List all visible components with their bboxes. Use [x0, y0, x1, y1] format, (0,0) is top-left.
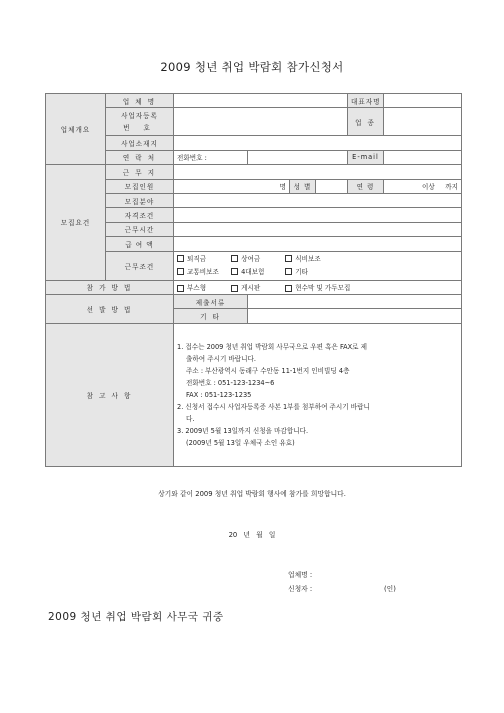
checkbox-icon: [177, 268, 184, 275]
other-field[interactable]: [248, 309, 462, 323]
biz-reg-field[interactable]: [174, 108, 348, 136]
checkbox-icon: [285, 255, 292, 262]
headcount-field[interactable]: [174, 179, 290, 193]
conditions-options: [174, 251, 462, 280]
gender-label: 성 별: [290, 179, 316, 193]
docs-field[interactable]: [248, 294, 462, 308]
note-2: 2. 신청서 접수시 사업자등록증 사본 1부를 첨부하여 주시기 바랍니: [177, 402, 370, 411]
qualification-label: 자격조건: [106, 208, 174, 222]
checkbox-icon: [177, 255, 184, 262]
recruit-section-label: 모집요건: [46, 165, 106, 280]
checkbox-icon: [231, 285, 238, 292]
participation-booth[interactable]: 부스형: [177, 282, 229, 292]
email-field[interactable]: [384, 150, 462, 164]
headcount-unit: 명: [279, 183, 286, 192]
checkbox-icon: [285, 268, 292, 275]
phone-label: 전화번호 :: [174, 150, 248, 164]
notes-label: 참 고 사 항: [46, 323, 174, 466]
note-phone: 전화번호 : 051-123-1234~6: [186, 378, 275, 387]
address-label: 사업소재지: [106, 136, 174, 150]
note-1b: 출하여 주시기 바랍니다.: [186, 354, 256, 363]
salary-field[interactable]: [174, 237, 462, 251]
condition-other[interactable]: 기타: [285, 266, 337, 279]
condition-bonus[interactable]: 상여금: [231, 253, 283, 266]
field-label: 모집분야: [106, 193, 174, 207]
address-field[interactable]: [174, 136, 462, 150]
sig-company-label: 업체명 :: [288, 571, 313, 579]
participation-banner[interactable]: 현수막 및 가두모집: [285, 284, 350, 292]
age-label: 연 령: [348, 179, 384, 193]
docs-label: 제출서류: [174, 294, 248, 308]
age-above: 이상: [422, 183, 435, 192]
email-label: E-mail: [348, 150, 384, 164]
age-until: 까지: [445, 183, 458, 192]
checkbox-icon: [231, 268, 238, 275]
note-3b: (2009년 5월 13일 우체국 소인 유효): [186, 438, 295, 447]
recipient-line: 2009 청년 취업 박람회 사무국 귀중: [48, 611, 224, 623]
checkbox-icon: [177, 285, 184, 292]
qualification-field[interactable]: [174, 208, 462, 222]
notes-content: [174, 323, 462, 466]
salary-label: 급 여 액: [106, 237, 174, 251]
headcount-label: 모집인원: [106, 179, 174, 193]
gender-field[interactable]: [316, 179, 348, 193]
sig-applicant: [288, 583, 312, 593]
age-field[interactable]: [384, 179, 462, 193]
industry-field[interactable]: [384, 108, 462, 136]
application-statement: 상기와 같이 2009 청년 취업 박람회 행사에 참가를 희망합니다.: [158, 490, 346, 498]
company-name-field[interactable]: [174, 94, 348, 108]
workplace-label: 근 무 지: [106, 165, 174, 179]
condition-transport[interactable]: 교통비보조: [177, 266, 229, 279]
representative-label: 대표자명: [348, 94, 384, 108]
note-address: 주소 : 부산광역시 동래구 수안동 11-1번지 인비빌딩 4층: [186, 366, 350, 375]
form-title: 2009 청년 취업 박람회 참가신청서: [160, 60, 344, 74]
field-field[interactable]: [174, 193, 462, 207]
company-name-label: 업 체 명: [106, 94, 174, 108]
workplace-field[interactable]: [174, 165, 462, 179]
sig-applicant-label: 신청자 :: [288, 585, 313, 593]
representative-field[interactable]: [384, 94, 462, 108]
note-1: 1. 접수는 2009 청년 취업 박람회 사무국으로 우편 혹은 FAX로 제: [177, 342, 368, 351]
seal-mark: (인): [384, 585, 396, 593]
note-2b: 다.: [186, 414, 195, 423]
application-form-table: [45, 93, 462, 467]
condition-insurance[interactable]: 4대보험: [231, 266, 283, 279]
note-3: 3. 2009년 5월 13일까지 신청을 마감합니다.: [177, 426, 309, 435]
checkbox-icon: [231, 255, 238, 262]
checkbox-icon: [285, 285, 292, 292]
sig-company: [288, 569, 312, 579]
participation-label: 참 가 방 법: [46, 280, 174, 294]
industry-label: 업 종: [348, 108, 384, 136]
selection-label: 선 발 방 법: [46, 294, 174, 323]
company-section-label: 업체개요: [46, 94, 106, 165]
hours-field[interactable]: [174, 222, 462, 236]
biz-reg-label: 사업자등록 번 호: [106, 108, 174, 136]
other-label: 기 타: [174, 309, 248, 323]
note-fax: FAX : 051-123-1235: [186, 390, 252, 399]
condition-severance[interactable]: 퇴직금: [177, 253, 229, 266]
condition-meal[interactable]: 식비보조: [285, 253, 337, 266]
participation-options: [174, 280, 462, 294]
date-line: 20 년 월 일: [228, 531, 276, 539]
contact-label: 연 락 처: [106, 150, 174, 164]
phone-field[interactable]: [248, 150, 348, 164]
hours-label: 근무시간: [106, 222, 174, 236]
participation-board[interactable]: 게시판: [231, 282, 283, 292]
conditions-label: 근무조건: [106, 251, 174, 280]
